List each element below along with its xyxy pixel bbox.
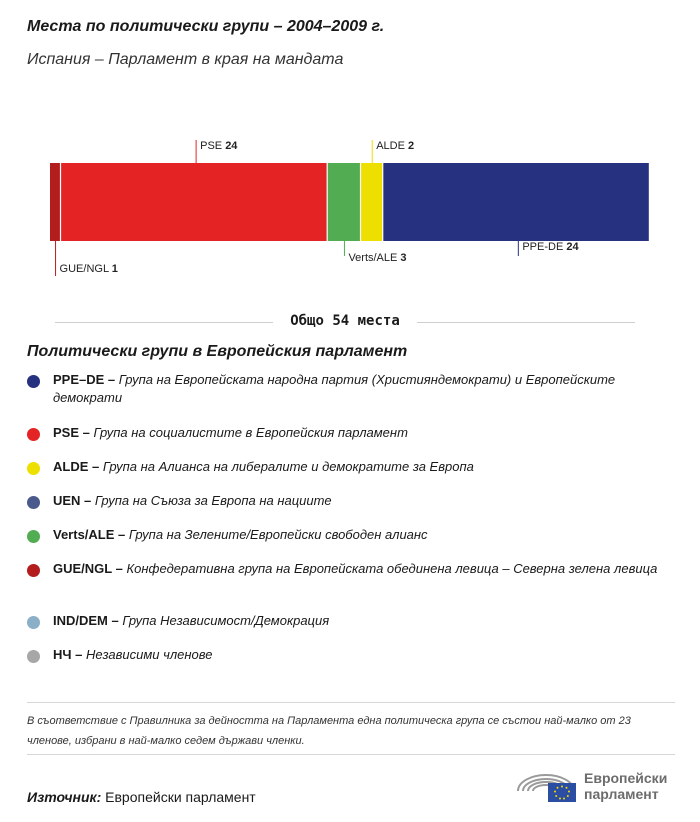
bar-label-pse: PSE 24	[200, 140, 238, 152]
bar-segment-verts-ale	[328, 163, 360, 241]
divider-line-right	[417, 322, 635, 323]
legend-title: Политически групи в Европейския парламент	[27, 343, 408, 360]
legend-description: Независими членове	[82, 647, 213, 662]
source-value: Европейски парламент	[101, 789, 256, 805]
bar-segment-alde	[361, 163, 382, 241]
legend-description: Група на Европейската народна партия (Християндемократи) и Европейските демократи	[53, 372, 616, 405]
legend-description: Група на социалистите в Европейския парламент	[89, 425, 408, 440]
total-seats-row	[55, 312, 635, 332]
legend-code: UEN –	[53, 493, 92, 508]
bar-label-verts-ale: Verts/ALE 3	[348, 252, 407, 264]
logo-line-2: парламент	[584, 786, 659, 802]
legend-description: Група на Съюза за Европа на нациите	[91, 493, 332, 508]
legend-dot-icon	[27, 496, 40, 509]
legend-description: Група на Алианса на либералите и демократите за Европа	[99, 459, 474, 474]
legend-description: Конфедеративна група на Европейската обединена левица – Северна зелена левица	[122, 561, 658, 576]
legend-code: PSE –	[53, 425, 90, 440]
bar-label-gue-ngl: GUE/NGL 1	[59, 263, 118, 275]
divider-top	[27, 702, 675, 703]
bar-label-ppe-de: PPE-DE 24	[522, 241, 579, 253]
source-key: Източник:	[27, 789, 102, 805]
bar-segment-pse	[61, 163, 326, 241]
logo-line-1: Европейски	[584, 770, 668, 786]
european-parliament-logo	[514, 765, 684, 805]
legend-dot-icon	[27, 375, 40, 388]
legend-dot-icon	[27, 530, 40, 543]
total-seats-label: Общо 54 места	[290, 313, 400, 329]
source-line	[27, 789, 256, 805]
parliament-emblem-icon	[514, 765, 578, 803]
legend-description: Група на Зелените/Европейски свободен алианс	[125, 527, 428, 542]
legend-dot-icon	[27, 616, 40, 629]
legend-description: Група Независимост/Демокрация	[118, 613, 330, 628]
bar-segment-gue-ngl	[50, 163, 60, 241]
legend-code: IND/DEM –	[53, 613, 119, 628]
legend-code: PPE–DE –	[53, 372, 116, 387]
bar-label-alde: ALDE 2	[376, 140, 415, 152]
page-subtitle: Испания – Парламент в края на мандата	[27, 51, 344, 68]
legend-code: Verts/ALE –	[53, 527, 126, 542]
page-title: Места по политически групи – 2004–2009 г.	[27, 18, 385, 35]
logo-wordmark	[584, 770, 667, 802]
divider-bottom	[27, 754, 675, 755]
legend-code: НЧ –	[53, 647, 83, 662]
legend-dot-icon	[27, 428, 40, 441]
stacked-bar-chart	[0, 0, 700, 300]
legend-dot-icon	[27, 650, 40, 663]
rules-note: В съответствие с Правилника за дейността на Парламента една политическа група се състои най-малко от 23 членове, избрани в най-малко седем държави членки.	[27, 715, 631, 747]
bar-segment-ppe-de	[383, 163, 648, 241]
legend-dot-icon	[27, 462, 40, 475]
legend-code: GUE/NGL –	[53, 561, 123, 576]
legend-dot-icon	[27, 564, 40, 577]
legend-code: ALDE –	[53, 459, 100, 474]
